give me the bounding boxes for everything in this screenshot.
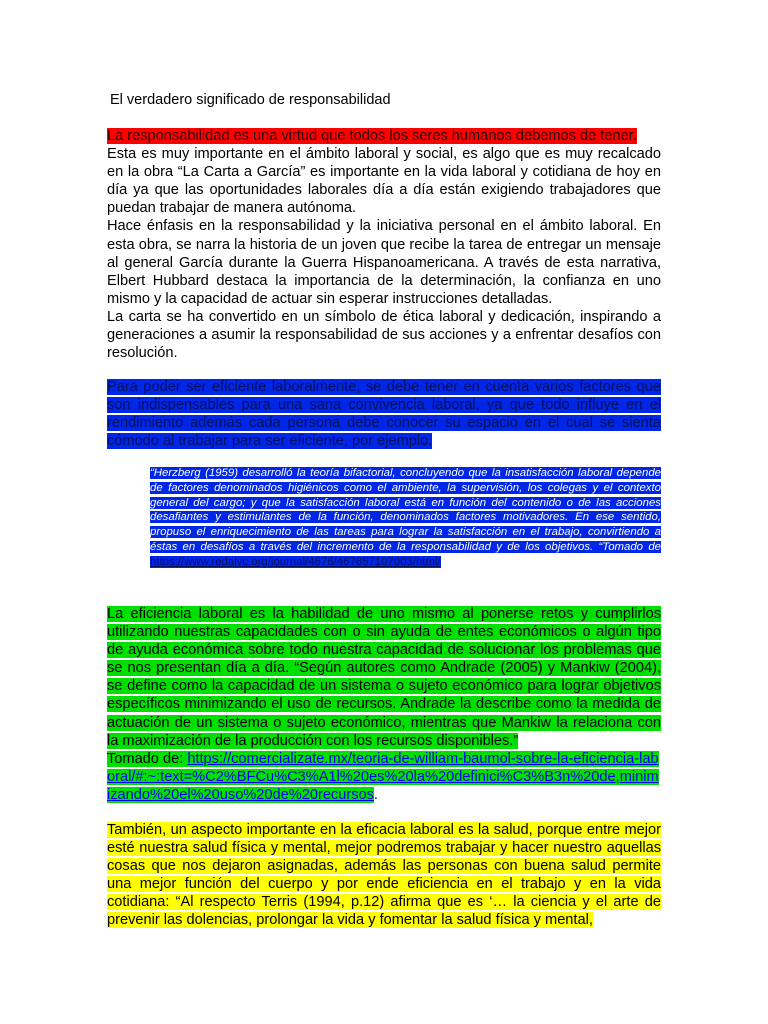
paragraph-1-text-a: Esta es muy importante en el ámbito laboral y social, es algo que es muy recalcado en la obra “La Carta a García” es importante en la vida laboral y cotidiana de hoy en día ya que las oportunidades laborales día a día están exigiendo trabajadores que puedan trabajar de manera autónoma. [107, 146, 661, 217]
quote-text: “Herzberg (1959) desarrolló la teoría bifactorial, concluyendo que la insatisfacción laboral depende de factores denominados higiénicos como el ambiente, la supervisión, los colegas y el contexto general del cargo; y que la satisfacción laboral está en función del contenido o de las acciones desafiantes y estimulantes de la función, denominados factores motivadores. En ese sentido, propuso el enriquecimiento de las tareas para lograr la satisfacción en el trabajo, convirtiendo a éstas en desafíos a través del incremento de la responsabilidad y de los objetivos. “Tomado de [150, 467, 661, 553]
source-period: . [373, 786, 378, 803]
quote-link-line [150, 555, 661, 570]
herzberg-quote [150, 466, 661, 570]
paragraph-eficiencia-laboral [107, 605, 661, 804]
paragraph-1-text-b: Hace énfasis en la responsabilidad y la iniciativa personal en el ámbito laboral. En esta obra, se narra la historia de un joven que recibe la tarea de entregar un mensaje al general García durante la Guerra Hispanoamericana. A través de esta narrativa, Elbert Hubbard destaca la importancia de la determinación, la confianza en uno mismo y la capacidad de actuar sin esperar instrucciones detalladas. [107, 218, 661, 307]
paragraph-eficiencia-factores [107, 378, 661, 450]
paragraph-salud [107, 821, 661, 931]
paragraph-responsabilidad [107, 127, 661, 362]
paragraph-3-block [107, 605, 661, 750]
paragraph-1-block [107, 127, 661, 145]
paragraph-4-block [107, 821, 661, 930]
comercializate-link[interactable]: https://comercializate.mx/teoria-de-william-baumol-sobre-la-eficiencia-laboral/#:~:text=%C2%BFCu%C3%A1l%20es%20la%20definici%C3%B3n%20de,minimizando%20el%20uso%20de%20recursos [107, 750, 659, 803]
paragraph-1-text-c: La carta se ha convertido en un símbolo de ética laboral y dedicación, inspirando a generaciones a asumir la responsabilidad de sus acciones y a enfrentar desafíos con resolución. [107, 308, 661, 362]
paragraph-3-source [107, 750, 661, 804]
red-highlight-sentence: La responsabilidad es una virtud que todos los seres humanos debemos de tener. [107, 128, 637, 144]
source-label: Tomado de: [107, 750, 188, 767]
document-title: El verdadero significado de responsabilidad [110, 92, 391, 108]
green-highlight-text: La eficiencia laboral es la habilidad de uno mismo al ponerse retos y cumplirlos utilizando nuestras capacidades con o sin ayuda de entes económicos o algún tipo de ayuda económica sobre todo nuestra capacidad de solucionar los problemas que se nos presentan día a día. “Según autores como Andrade (2005) y Mankiw (2004), se define como la capacidad de un sistema o sujeto económico para lograr objetivos específicos minimizando el uso de recursos. Andrade la describe como la medida de actuación de un sistema o sujeto económico, mientras que Mankiw la relaciona con la maximización de la producción con los recursos disponibles.” [107, 606, 661, 749]
redalyc-link[interactable]: https://www.redalyc.org/journal/4676/467657107003/html/ [150, 555, 441, 568]
paragraph-2-block [107, 378, 661, 450]
yellow-highlight-text: También, un aspecto importante en la eficacia laboral es la salud, porque entre mejor esté nuestra salud física y mental, mejor podremos trabajar y hacer nuestro aquellas cosas que nos dejaron asignadas, además las personas con buena salud permite una mejor función del cuerpo y por ende eficiencia en el trabajo y en la vida cotidiana: “Al respecto Terris (1994, p.12) afirma que es ‘… la ciencia y el arte de prevenir las dolencias, prolongar la vida y fomentar la salud física y mental, [107, 822, 661, 929]
blue-highlight-paragraph: Para poder ser eficiente laboralmente, se debe tener en cuenta varios factores que son indispensables para una sana convivencia laboral, ya que todo influye en el rendimiento además cada persona debe conocer su espacio en el cual se sienta cómodo al trabajar para ser eficiente, por ejemplo. [107, 379, 661, 450]
